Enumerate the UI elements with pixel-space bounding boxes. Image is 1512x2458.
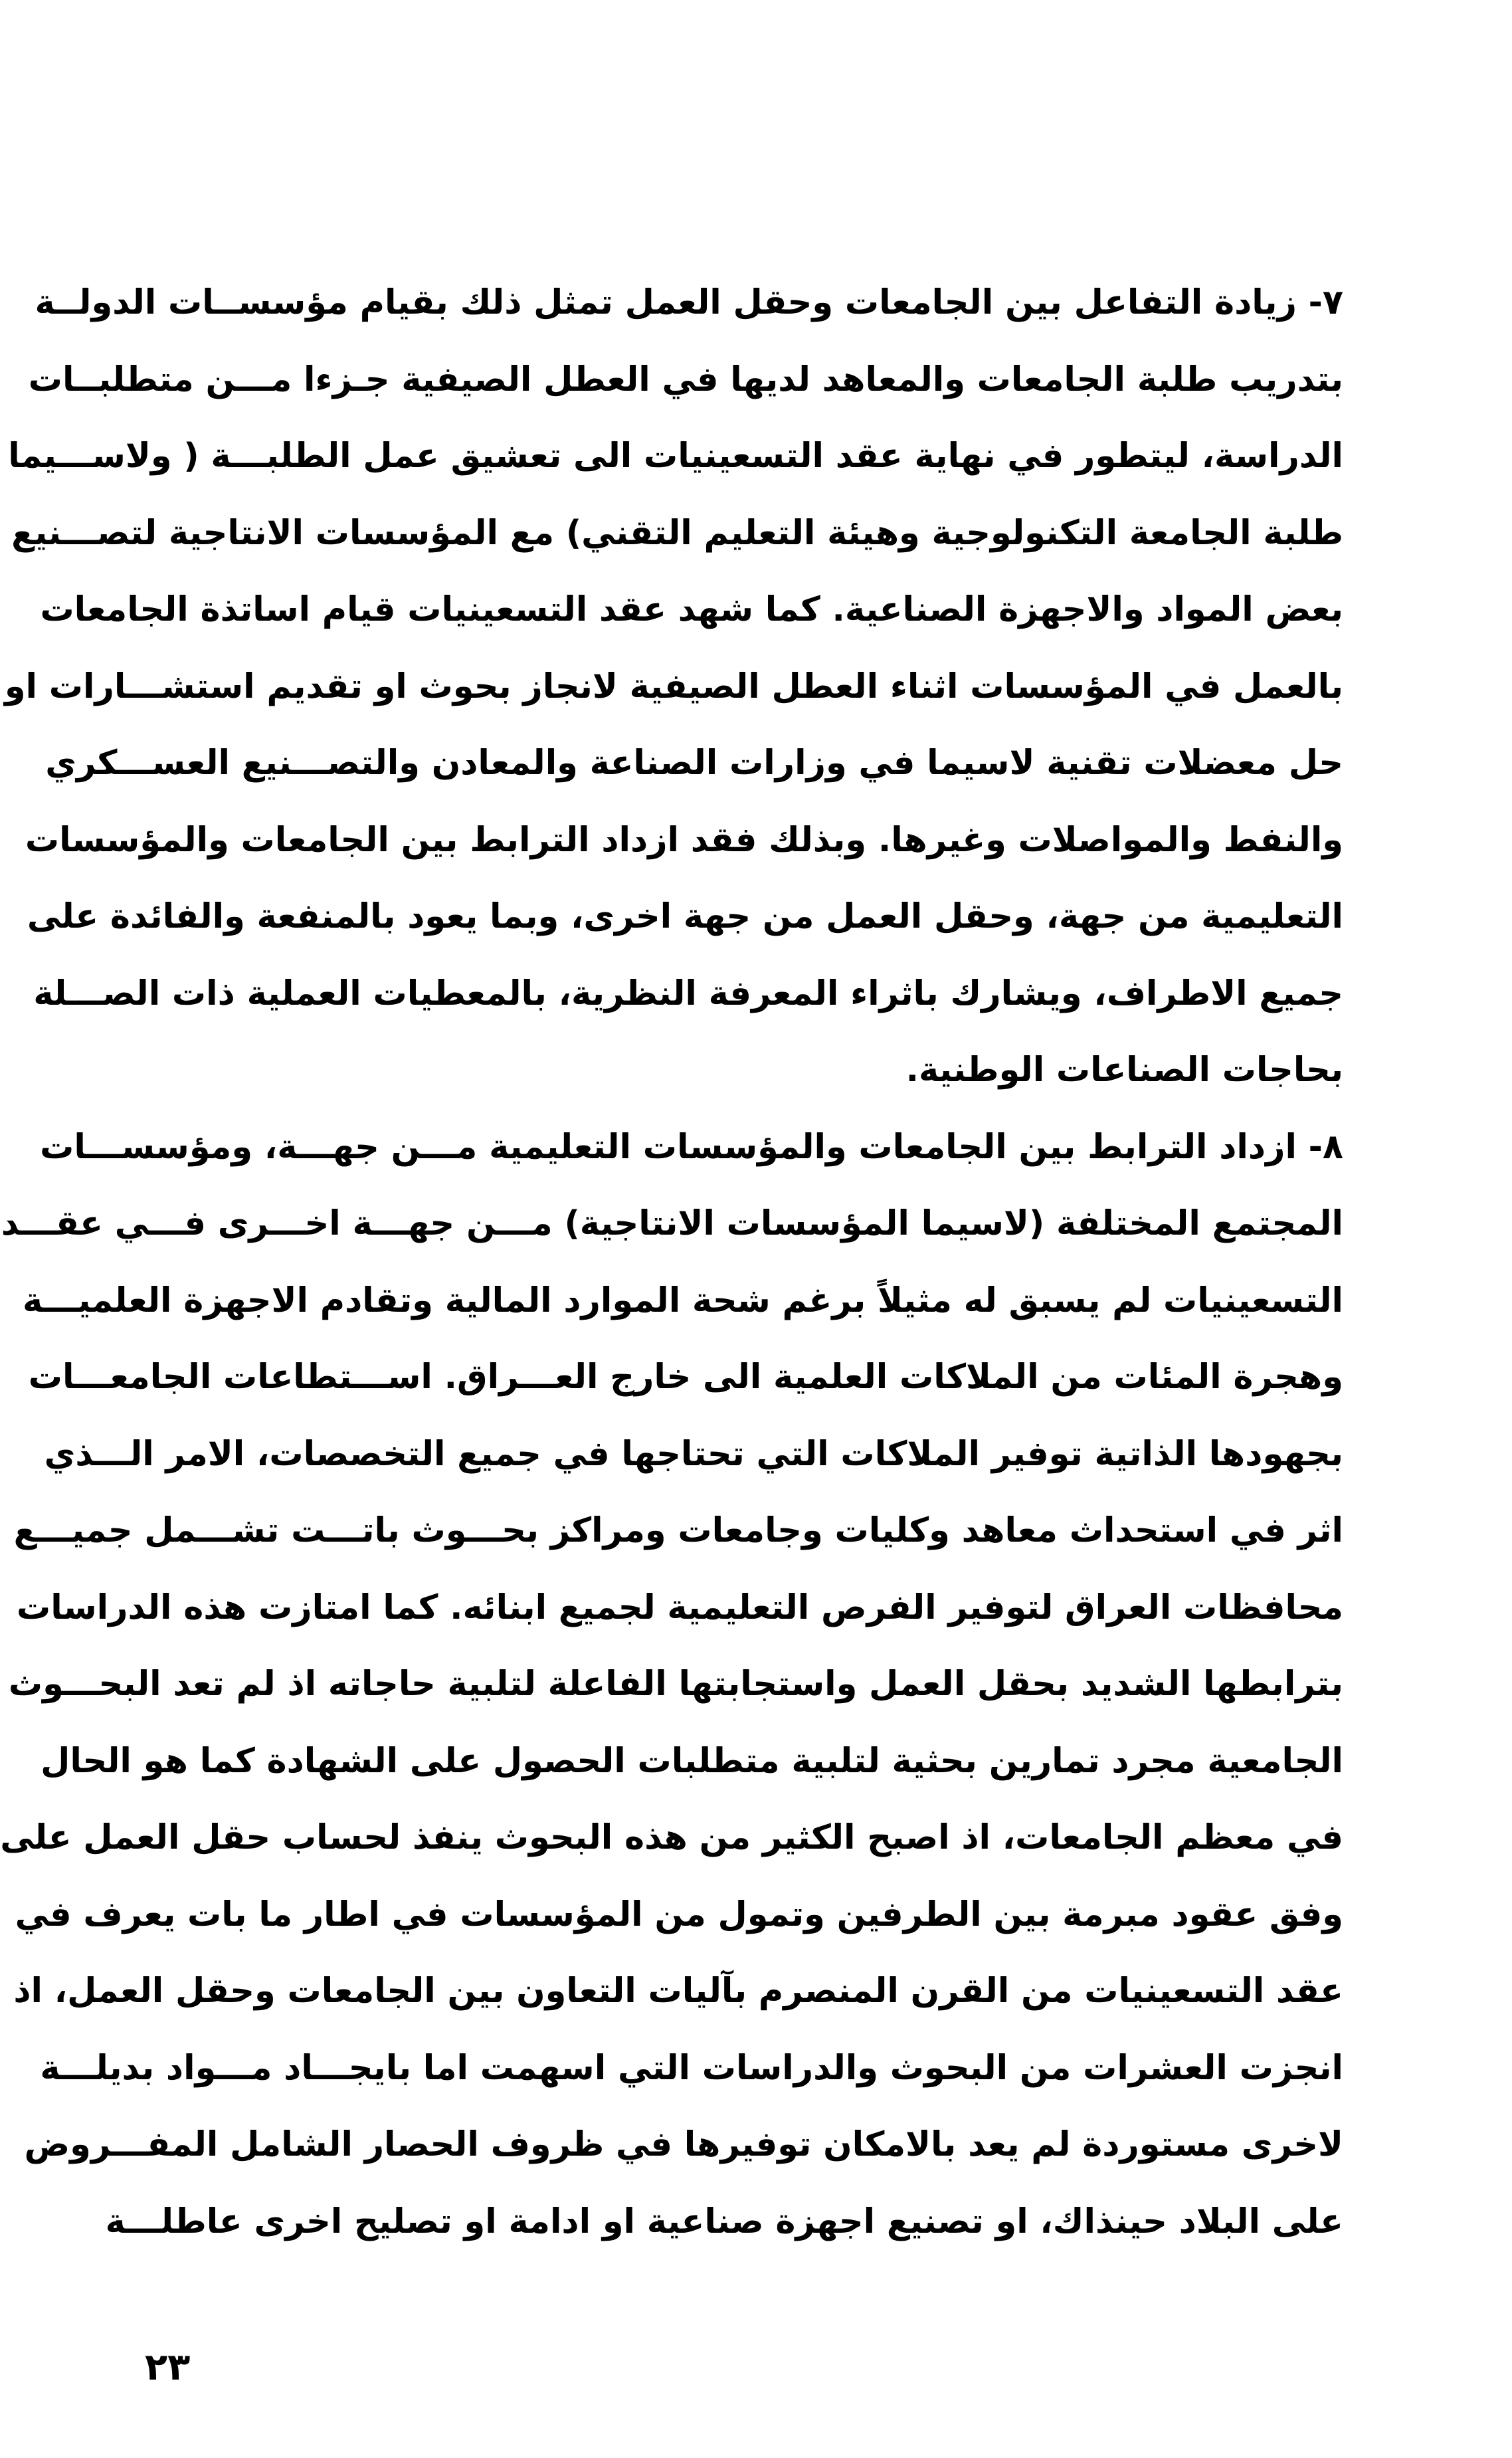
text-line: بترابطها الشديد بحقل العمل واستجابتها الفاعلة لتلبية حاجاته اذ لم تعد البحـــوث	[8, 1665, 1343, 1704]
text-line: المجتمع المختلفة (لاسيما المؤسسات الانتاجية) مـــن جهـــة اخـــرى فـــي عقـــد	[1, 1204, 1343, 1243]
text-line: بتدريب طلبة الجامعات والمعاهد لديها في العطل الصيفية جـزءا مـــن متطلبــات	[28, 359, 1343, 399]
text-line: عقد التسعينيات من القرن المنصرم بآليات التعاون بين الجامعات وحقل العمل، اذ	[13, 1972, 1343, 2011]
text-line: جميع الاطراف، ويشارك باثراء المعرفة النظرية، بالمعطيات العملية ذات الصـــلة	[33, 973, 1343, 1013]
text-line: طلبة الجامعة التكنولوجية وهيئة التعليم التقني) مع المؤسسات الانتاجية لتصـــنيع	[11, 513, 1343, 553]
text-line: التسعينيات لم يسبق له مثيلاً برغم شحة الموارد المالية وتقادم الاجهزة العلميـــة	[23, 1280, 1343, 1320]
page-body	[0, 264, 1343, 2260]
text-line: ٨- ازداد الترابط بين الجامعات والمؤسسات التعليمية مـــن جهـــة، ومؤسســـات	[40, 1127, 1343, 1167]
text-line: على البلاد حينذاك، او تصنيع اجهزة صناعية او ادامة او تصليح اخرى عاطلـــة	[105, 2202, 1343, 2241]
paragraph-item-8	[0, 1109, 1343, 2261]
text-line: بجهودها الذاتية توفير الملاكات التي تحتاجها في جميع التخصصات، الامر الـــذي	[44, 1434, 1343, 1474]
text-line: الدراسة، ليتطور في نهاية عقد التسعينيات الى تعشيق عمل الطلبـــة ( ولاســـيما	[8, 437, 1343, 476]
text-line: انجزت العشرات من البحوث والدراسات التي اسهمت اما بايجـــاد مـــواد بديلـــة	[40, 2048, 1343, 2088]
text-line: وهجرة المئات من الملاكات العلمية الى خارج العـــراق. اســـتطاعات الجامعـــات	[28, 1358, 1343, 1397]
text-line: وفق عقود مبرمة بين الطرفين وتمول من المؤسسات في اطار ما بات يعرف في	[15, 1895, 1343, 1934]
text-line: محافظات العراق لتوفير الفرص التعليمية لجميع ابنائه. كما امتازت هذه الدراسات	[17, 1587, 1343, 1627]
text-line: في معظم الجامعات، اذ اصبح الكثير من هذه البحوث ينفذ لحساب حقل العمل على	[0, 1818, 1343, 1857]
page-number: ٢٣	[145, 2346, 191, 2389]
text-line: بعض المواد والاجهزة الصناعية. كما شهد عقد التسعينيات قيام اساتذة الجامعات	[40, 590, 1343, 629]
text-line: لاخرى مستوردة لم يعد بالامكان توفيرها في ظروف الحصار الشامل المفـــروض	[24, 2125, 1343, 2164]
text-line: حل معضلات تقنية لاسيما في وزارات الصناعة والمعادن والتصـــنيع العســـكري	[45, 744, 1343, 783]
text-line: بحاجات الصناعات الوطنية.	[905, 1051, 1343, 1090]
paragraph-item-7	[4, 264, 1343, 1109]
text-line: الجامعية مجرد تمارين بحثية لتلبية متطلبات الحصول على الشهادة كما هو الحال	[41, 1741, 1343, 1781]
text-line: بالعمل في المؤسسات اثناء العطل الصيفية لانجاز بحوث او تقديم استشـــارات او	[4, 666, 1343, 706]
text-line: التعليمية من جهة، وحقل العمل من جهة اخرى، وبما يعود بالمنفعة والفائدة على	[27, 897, 1343, 936]
text-line: ٧- زيادة التفاعل بين الجامعات وحقل العمل تمثل ذلك بقيام مؤسســات الدولــة	[35, 283, 1343, 322]
text-line: والنفط والمواصلات وغيرها. وبذلك فقد ازداد الترابط بين الجامعات والمؤسسات	[25, 820, 1343, 860]
text-line: اثر في استحداث معاهد وكليات وجامعات ومراكز بحـــوث باتـــت تشـــمل جميـــع	[13, 1511, 1343, 1550]
